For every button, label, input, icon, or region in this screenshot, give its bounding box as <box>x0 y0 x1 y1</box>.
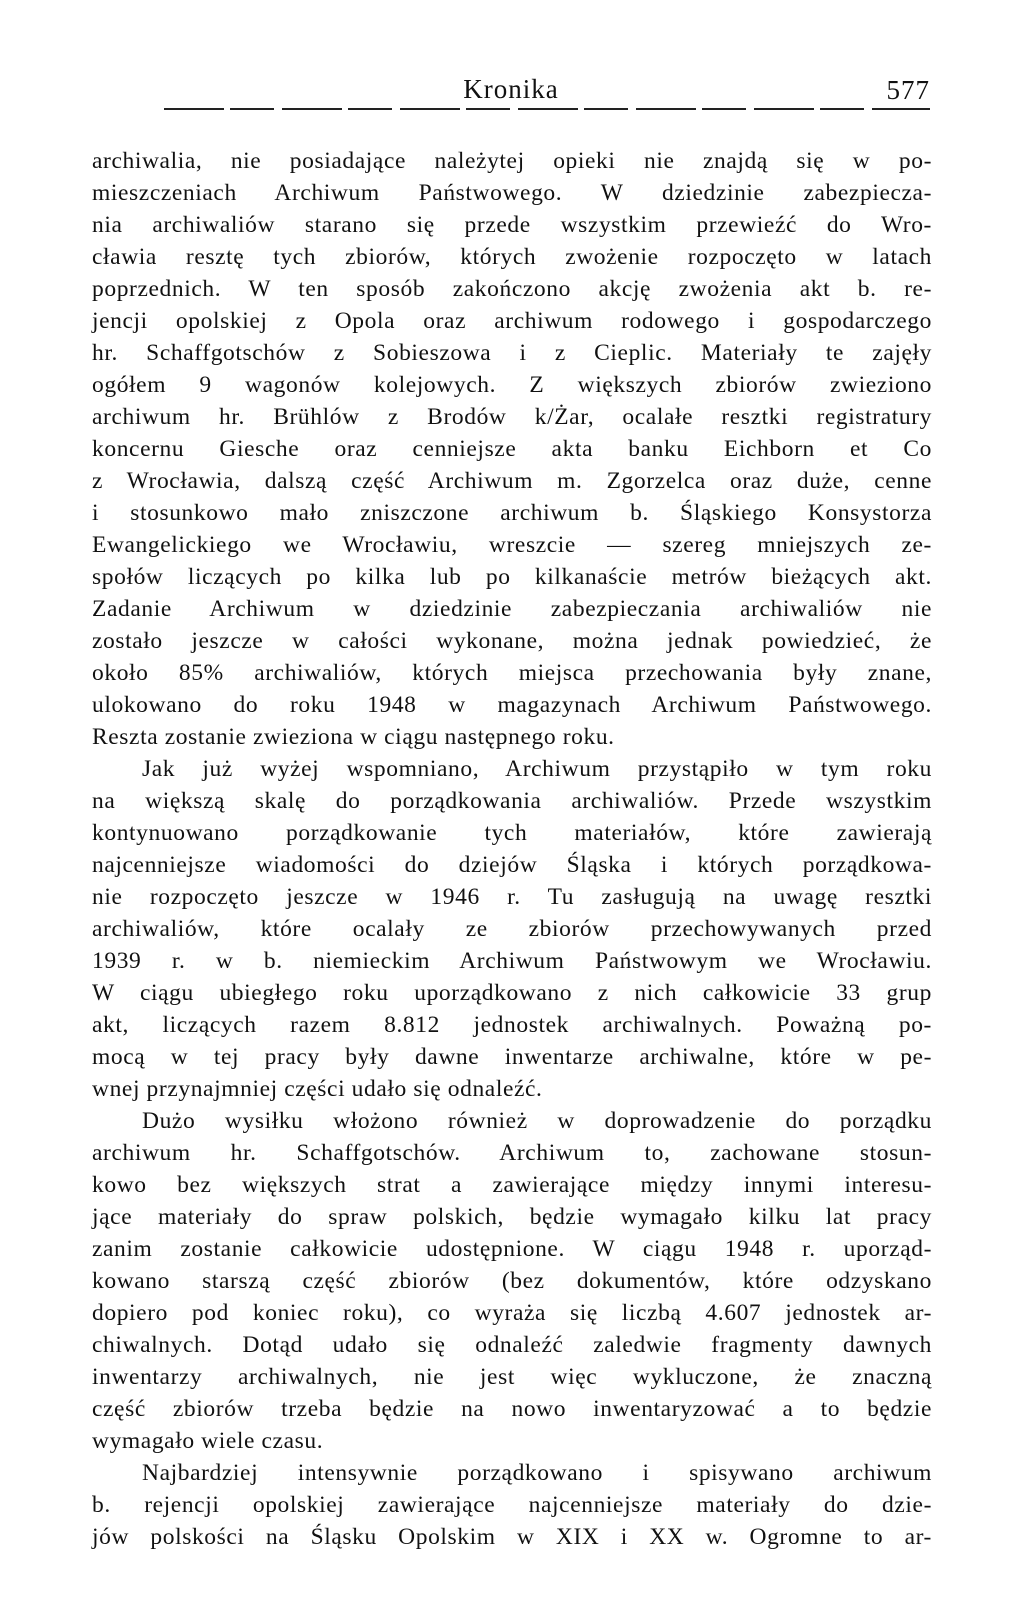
text-line: Reszta zostanie zwieziona w ciągu następnego roku. <box>92 724 615 750</box>
text-line: jące materiały do spraw polskich, będzie wymagało kilku lat pracy <box>92 1204 932 1230</box>
text-line: na większą skalę do porządkowania archiwaliów. Przede wszystkim <box>92 788 932 814</box>
text-line: akt, liczących razem 8.812 jednostek archiwalnych. Poważną po- <box>92 1012 932 1038</box>
text-line: dopiero pod koniec roku), co wyraża się liczbą 4.607 jednostek ar- <box>92 1300 932 1326</box>
text-line: Ewangelickiego we Wrocławiu, wreszcie — szereg mniejszych ze- <box>92 532 932 558</box>
text-line: zanim zostanie całkowicie udostępnione. W ciągu 1948 r. uporząd- <box>92 1236 932 1262</box>
text-line: inwentarzy archiwalnych, nie jest więc wykluczone, że znaczną <box>92 1364 932 1390</box>
running-title: Kronika <box>463 74 559 104</box>
text-line: archiwum hr. Schaffgotschów. Archiwum to, zachowane stosun- <box>92 1140 932 1166</box>
text-line: jencji opolskiej z Opola oraz archiwum rodowego i gospodarczego <box>92 308 932 334</box>
text-line: kowano starszą część zbiorów (bez dokumentów, które odzyskano <box>92 1268 932 1294</box>
text-line: wnej przynajmniej części udało się odnaleźć. <box>92 1076 543 1102</box>
text-line: najcenniejsze wiadomości do dziejów Śląska i których porządkowa- <box>92 852 932 878</box>
text-line: mocą w tej pracy były dawne inwentarze archiwalne, które w pe- <box>92 1044 932 1070</box>
text-line: archiwum hr. Brühlów z Brodów k/Żar, ocalałe resztki registratury <box>92 404 932 430</box>
paragraph-first-line: Dużo wysiłku włożono również w doprowadzenie do porządku <box>142 1108 932 1134</box>
text-line: cławia resztę tych zbiorów, których zwożenie rozpoczęto w latach <box>92 244 932 270</box>
text-line: archiwalia, nie posiadające należytej opieki nie znajdą się w po- <box>92 148 932 174</box>
text-line: jów polskości na Śląsku Opolskim w XIX i XX w. Ogromne to ar- <box>92 1524 932 1550</box>
paragraph-first-line: Najbardziej intensywnie porządkowano i spisywano archiwum <box>142 1460 932 1486</box>
running-head <box>92 72 930 112</box>
text-line: chiwalnych. Dotąd udało się odnaleźć zaledwie fragmenty dawnych <box>92 1332 932 1358</box>
text-line: społów liczących po kilka lub po kilkanaście metrów bieżących akt. <box>92 564 932 590</box>
text-line: hr. Schaffgotschów z Sobieszowa i z Cieplic. Materiały te zajęły <box>92 340 932 366</box>
text-line: zostało jeszcze w całości wykonane, można jednak powiedzieć, że <box>92 628 932 654</box>
text-line: 1939 r. w b. niemieckim Archiwum Państwowym we Wrocławiu. <box>92 948 932 974</box>
paragraph-first-line: Jak już wyżej wspomniano, Archiwum przystąpiło w tym roku <box>142 756 932 782</box>
text-line: nie rozpoczęto jeszcze w 1946 r. Tu zasługują na uwagę resztki <box>92 884 932 910</box>
text-line: mieszczeniach Archiwum Państwowego. W dziedzinie zabezpiecza- <box>92 180 932 206</box>
header-rule <box>164 108 930 110</box>
text-line: wymagało wiele czasu. <box>92 1428 324 1454</box>
text-line: poprzednich. W ten sposób zakończono akcję zwożenia akt b. re- <box>92 276 932 302</box>
body-text <box>92 145 932 1553</box>
text-line: ulokowano do roku 1948 w magazynach Archiwum Państwowego. <box>92 692 932 718</box>
text-line: ogółem 9 wagonów kolejowych. Z większych zbiorów zwieziono <box>92 372 932 398</box>
text-line: W ciągu ubiegłego roku uporządkowano z nich całkowicie 33 grup <box>92 980 932 1006</box>
text-line: z Wrocławia, dalszą część Archiwum m. Zgorzelca oraz duże, cenne <box>92 468 932 494</box>
text-line: b. rejencji opolskiej zawierające najcenniejsze materiały do dzie- <box>92 1492 932 1518</box>
text-line: część zbiorów trzeba będzie na nowo inwentaryzować a to będzie <box>92 1396 932 1422</box>
text-line: około 85% archiwaliów, których miejsca przechowania były znane, <box>92 660 932 686</box>
text-line: nia archiwaliów starano się przede wszystkim przewieźć do Wro- <box>92 212 932 238</box>
text-line: kontynuowano porządkowanie tych materiałów, które zawierają <box>92 820 932 846</box>
text-line: archiwaliów, które ocalały ze zbiorów przechowywanych przed <box>92 916 932 942</box>
page-number: 577 <box>886 75 930 105</box>
text-line: Zadanie Archiwum w dziedzinie zabezpieczania archiwaliów nie <box>92 596 932 622</box>
text-line: kowo bez większych strat a zawierające między innymi interesu- <box>92 1172 932 1198</box>
text-line: i stosunkowo mało zniszczone archiwum b. Śląskiego Konsystorza <box>92 500 932 526</box>
text-line: koncernu Giesche oraz cenniejsze akta banku Eichborn et Co <box>92 436 932 462</box>
